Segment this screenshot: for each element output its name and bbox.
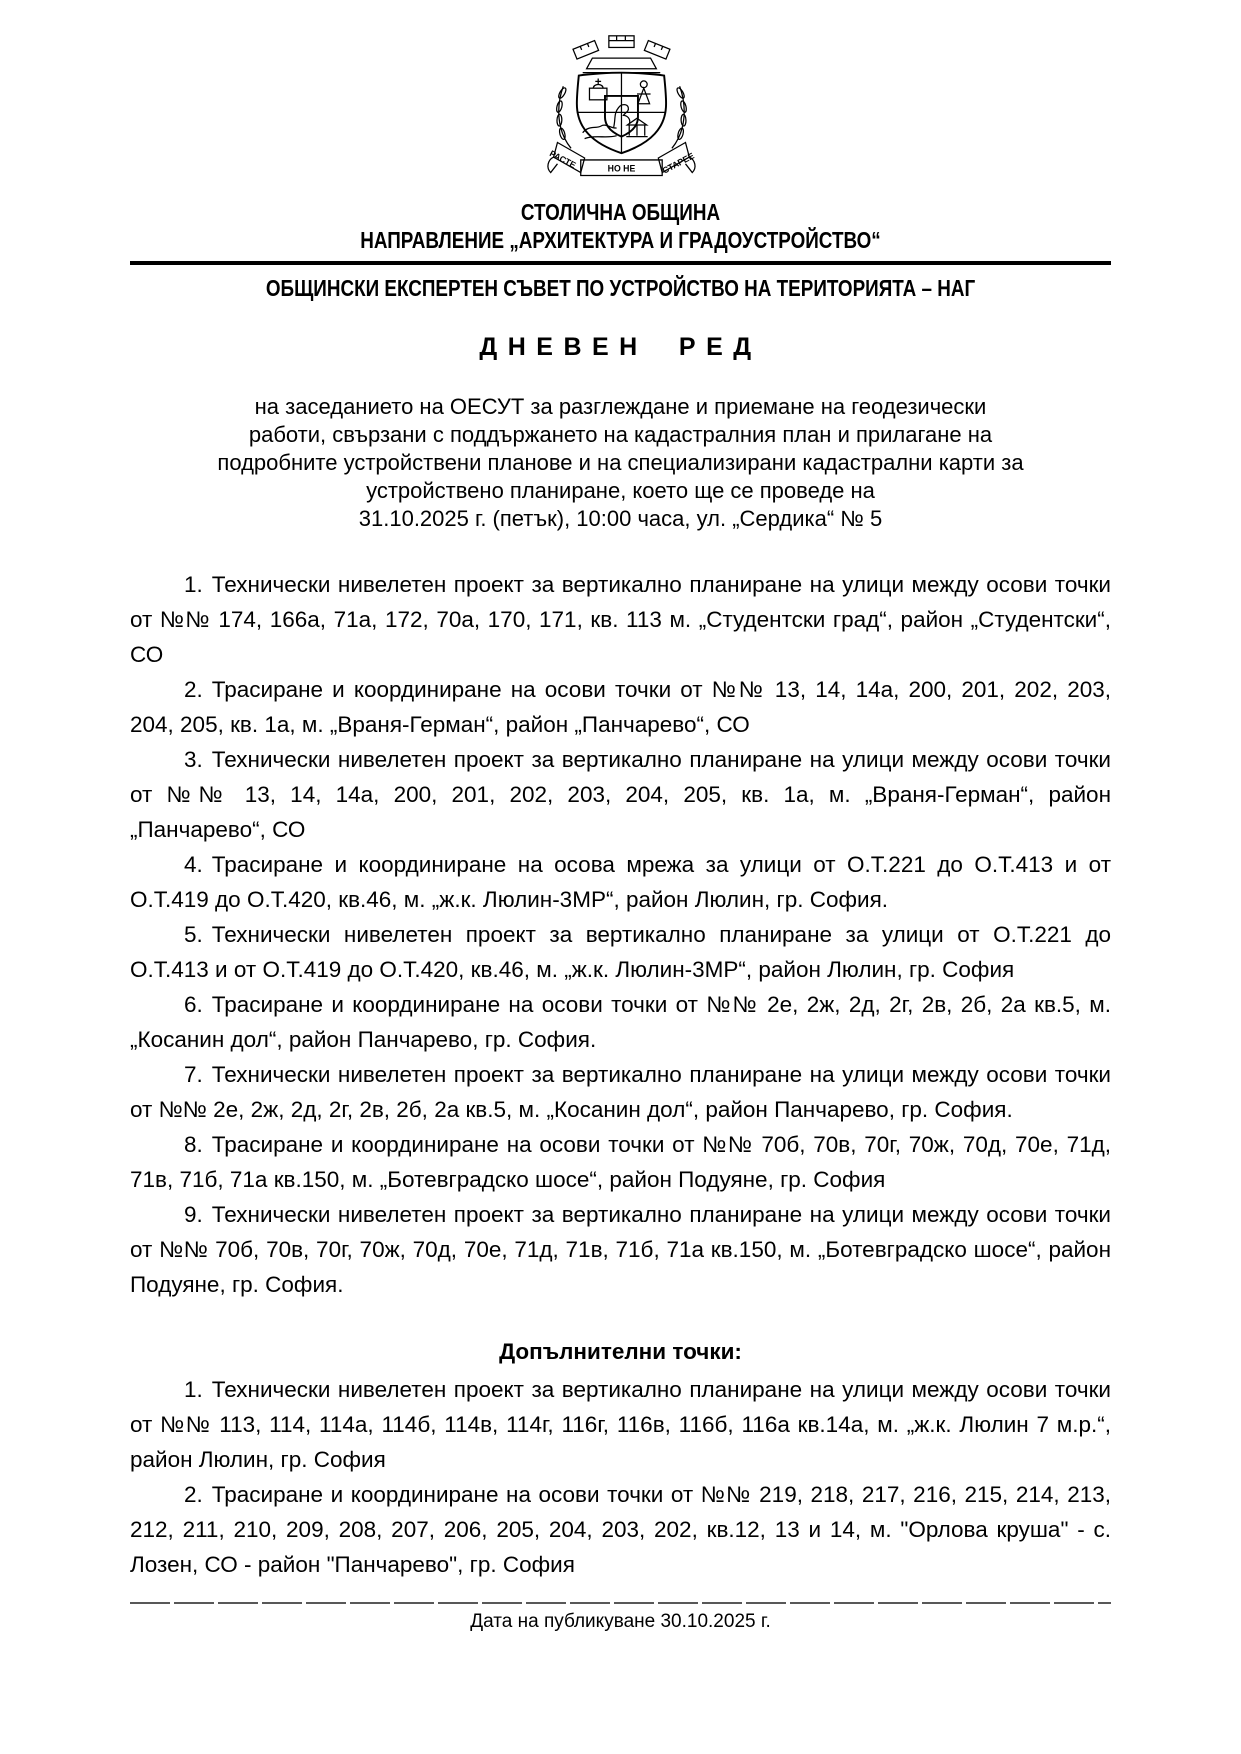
item-text: Технически нивелетен проект за вертикално планиране на улици между осови точки от №№ 2е, 2ж, 2д, 2г, 2в, 2б, 2а кв.5, м. „Косанин дол“, район Панчарево, гр. София. <box>130 1062 1111 1122</box>
item-text: Трасиране и координиране на осова мрежа за улици от О.Т.221 до О.Т.413 и от О.Т.419 до О.Т.420, кв.46, м. „ж.к. Люлин-3МР“, район Люлин, гр. София. <box>130 852 1111 912</box>
item-number: 5. <box>184 922 203 947</box>
agenda-item-3 <box>130 742 1111 847</box>
item-text: Технически нивелетен проект за вертикално планиране на улици между осови точки от №№ 174, 166а, 71а, 172, 70а, 170, 171, кв. 113 м. „Студентски град“, район „Студентски“, СО <box>130 572 1111 667</box>
item-number: 4. <box>184 852 203 877</box>
item-text: Технически нивелетен проект за вертикално планиране за улици от О.Т.221 до О.Т.413 и от О.Т.419 до О.Т.420, кв.46, м. „ж.к. Люлин-3МР“, район Люлин, гр. София <box>130 922 1111 982</box>
agenda-item-1 <box>130 567 1111 672</box>
item-number: 3. <box>184 747 203 772</box>
item-number: 6. <box>184 992 203 1017</box>
item-text: Технически нивелетен проект за вертикално планиране на улици между осови точки от №№ 70б, 70в, 70г, 70ж, 70д, 70е, 71д, 71в, 71б, 71а кв.150, м. „Ботевградско шосе“, район Подуяне, гр. София. <box>130 1202 1111 1297</box>
item-number: 2. <box>184 1482 203 1507</box>
agenda-item-8 <box>130 1127 1111 1197</box>
footer-separator <box>130 1602 1111 1604</box>
additional-points-list <box>130 1372 1111 1582</box>
additional-item-1 <box>130 1372 1111 1477</box>
intro-line: на заседанието на ОЕСУТ за разглеждане и приемане на геодезически <box>254 394 987 419</box>
additional-points-heading: Допълнителни точки: <box>499 1339 742 1364</box>
intro-line: работи, свързани с поддържането на кадастралния план и прилагане на <box>248 422 993 447</box>
document-title: ДНЕВЕН РЕД <box>479 333 762 361</box>
logo-motto-left: РАСТЕ <box>547 148 578 171</box>
item-number: 8. <box>184 1132 203 1157</box>
item-text: Технически нивелетен проект за вертикално планиране на улици между осови точки от №№ 113, 114, 114а, 114б, 114в, 114г, 116г, 116в, 116б, 116а кв.14а, м. „ж.к. Люлин 7 м.р.“, район Люлин, гр. София <box>130 1377 1111 1472</box>
header-rule <box>130 261 1111 265</box>
item-number: 2. <box>184 677 203 702</box>
org-department: НАПРАВЛЕНИЕ „АРХИТЕКТУРА И ГРАДОУСТРОЙСТВО“ <box>360 227 881 253</box>
agenda-item-9 <box>130 1197 1111 1302</box>
meeting-date-line: 31.10.2025 г. (петък), 10:00 часа, ул. „Сердика“ № 5 <box>358 506 883 531</box>
sofia-coat-of-arms-icon <box>518 30 723 190</box>
intro-line: подробните устройствени планове и на специализирани кадастрални карти за <box>217 450 1024 475</box>
item-number: 1. <box>184 1377 203 1402</box>
agenda-item-7 <box>130 1057 1111 1127</box>
item-text: Трасиране и координиране на осови точки от №№ 70б, 70в, 70г, 70ж, 70д, 70е, 71д, 71в, 71б, 71а кв.150, м. „Ботевградско шосе“, район Подуяне, гр. София <box>130 1132 1111 1192</box>
intro-line: устройствено планиране, което ще се проведе на <box>366 478 875 503</box>
org-name: СТОЛИЧНА ОБЩИНА <box>520 199 721 225</box>
item-number: 9. <box>184 1202 203 1227</box>
item-text: Трасиране и координиране на осови точки от №№ 2е, 2ж, 2д, 2г, 2в, 2б, 2а кв.5, м. „Косанин дол“, район Панчарево, гр. София. <box>130 992 1111 1052</box>
council-name: ОБЩИНСКИ ЕКСПЕРТЕН СЪВЕТ ПО УСТРОЙСТВО НА ТЕРИТОРИЯТА – НАГ <box>265 275 976 301</box>
document-header <box>130 198 1111 302</box>
additional-item-2 <box>130 1477 1111 1582</box>
logo-container <box>130 30 1111 192</box>
logo-motto-right: СТАРЕЕ <box>660 150 696 176</box>
agenda-list <box>130 567 1111 1302</box>
agenda-item-5 <box>130 917 1111 987</box>
logo-motto-center: НО НЕ <box>607 163 636 174</box>
agenda-item-2 <box>130 672 1111 742</box>
agenda-item-4 <box>130 847 1111 917</box>
item-text: Трасиране и координиране на осови точки от №№ 13, 14, 14а, 200, 201, 202, 203, 204, 205, кв. 1а, м. „Враня-Герман“, район „Панчарево“, СО <box>130 677 1111 737</box>
agenda-item-6 <box>130 987 1111 1057</box>
item-number: 1. <box>184 572 203 597</box>
item-text: Трасиране и координиране на осови точки от №№ 219, 218, 217, 216, 215, 214, 213, 212, 211, 210, 209, 208, 207, 206, 205, 204, 203, 202, кв.12, 13 и 14, м. "Орлова круша" - с. Лозен, СО - район "Панчарево", гр. София <box>130 1482 1111 1577</box>
publish-date: Дата на публикуване 30.10.2025 г. <box>470 1611 771 1632</box>
item-text: Технически нивелетен проект за вертикално планиране на улици между осови точки от №№ 13, 14, 14а, 200, 201, 202, 203, 204, 205, кв. 1а, м. „Враня-Герман“, район „Панчарево“, СО <box>130 747 1111 842</box>
item-number: 7. <box>184 1062 203 1087</box>
intro-paragraph <box>130 393 1111 533</box>
